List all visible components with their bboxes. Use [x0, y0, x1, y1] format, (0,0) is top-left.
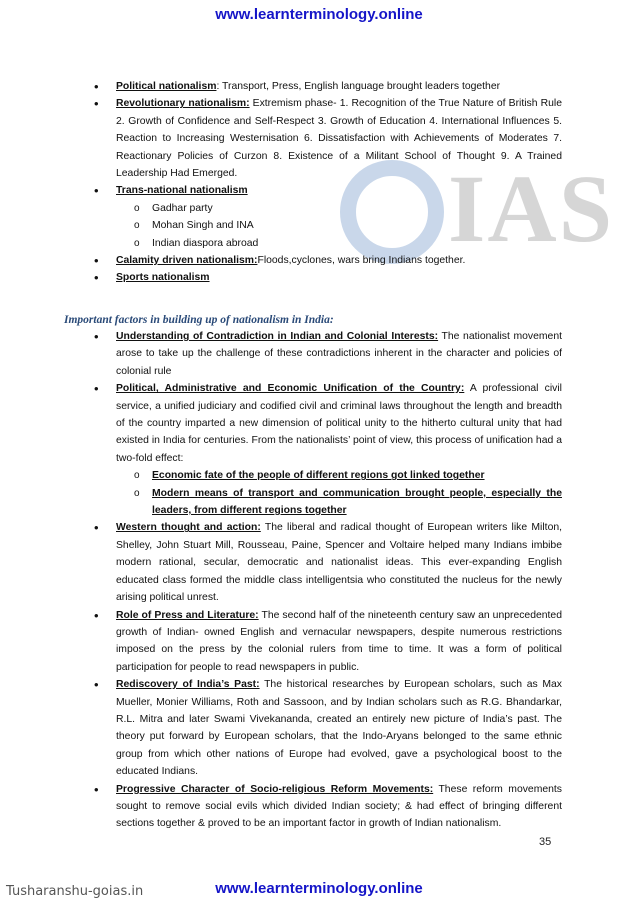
- item-label: Revolutionary nationalism:: [116, 98, 250, 110]
- item-label: Calamity driven nationalism:: [116, 255, 258, 267]
- sub-list-item: o Modern means of transport and communication brought people, especially the leaders, from different regions together: [152, 485, 562, 520]
- nationalism-types-list: [116, 78, 562, 287]
- list-item: • Political nationalism: Transport, Press, English language brought leaders together: [116, 78, 562, 95]
- sub-list-item: o Economic fate of the people of different regions got linked together: [152, 467, 562, 484]
- item-text: The historical researches by European scholars, such as Max Mueller, Monier Williams, Roth and Sassoon, and by Indian scholars such as R.G. Bhandarkar, R.L. Mitra and later Swami Vivekananda, created an entirely new picture of India’s past. The theory put forward by European scholars, that the Indo-Aryans belonged to the same ethnic group from which other nations of Europe had evolved, gave a psychological boost to the educated Indians.: [116, 679, 562, 778]
- item-text: The liberal and radical thought of European writers like Milton, Shelley, John Stuart Mill, Rousseau, Paine, Spencer and Voltaire helped many Indians imbibe modern rational, secular, democratic and nationalist ideas. This ever-expanding English educated class formed the middle class intelligentsia who constituted the nucleus for the newly arising political unrest.: [116, 522, 563, 604]
- list-item: [116, 95, 562, 182]
- section-heading: Important factors in building up of nationalism in India:: [64, 314, 334, 326]
- list-item: [116, 269, 562, 286]
- list-item: [116, 182, 562, 252]
- header-link[interactable]: www.learnterminology.online: [215, 6, 423, 23]
- nationalism-factors-list: [116, 328, 562, 833]
- item-label: Political, Administrative and Economic Unification of the Country:: [116, 383, 465, 395]
- item-label: Sports nationalism: [116, 272, 210, 284]
- item-label: Progressive Character of Socio-religious Reform Movements:: [116, 783, 434, 795]
- item-label: Rediscovery of India’s Past:: [116, 679, 260, 691]
- list-item: [116, 252, 562, 269]
- sub-list-item: o Indian diaspora abroad: [152, 235, 562, 252]
- list-item: [116, 519, 562, 606]
- item-text: A professional civil service, a unified judiciary and codified civil and criminal laws throughout the length and breadth of the country imparted a new dimension of political unity to the hitherto cultural unity that had existed in India for centuries. From the nationalists’ point of view, this process of unification had a two-fold effect:: [116, 383, 562, 464]
- item-label: Political nationalism: [116, 81, 217, 92]
- list-item: [116, 380, 562, 519]
- sub-list: [116, 200, 562, 252]
- list-item: [116, 607, 562, 677]
- item-text: The second half of the nineteenth century saw an unprecedented growth of Indian- owned English and vernacular newspapers, despite numerous restrictions imposed on the press by the colonial rulers from time to time. It was a form of political participation for people to read newspapers in public.: [116, 609, 562, 673]
- list-item: [116, 328, 562, 380]
- sub-list: [116, 467, 562, 519]
- item-text: Transport, Press, English language brought leaders together: [219, 81, 501, 92]
- watermark-text: IAS: [448, 155, 615, 262]
- list-item: [116, 781, 562, 833]
- item-text: These reform movements sought to remove social evils which divided Indian society; & had effect of bringing different sections together & proved to be an important factor in growth of Indian nationalism.: [116, 783, 562, 830]
- item-label: Trans-national nationalism: [116, 185, 248, 197]
- page-number: 35: [539, 836, 552, 848]
- sub-list-item: o Mohan Singh and INA: [152, 217, 562, 234]
- item-label: Understanding of Contradiction in Indian and Colonial Interests:: [116, 331, 439, 342]
- footer-link[interactable]: www.learnterminology.online: [215, 880, 423, 897]
- list-item: [116, 676, 562, 780]
- item-text: The nationalist movement arose to take up the challenge of these contradictions inherent in the character and policies of colonial rule: [116, 331, 562, 377]
- item-text: Floods,cyclones, wars bring Indians together.: [257, 255, 466, 267]
- item-text: Extremism phase- 1. Recognition of the True Nature of British Rule 2. Growth of Confidence and Self-Respect 3. Growth of Education 4. International Influences 5. Reaction to Increasing Westernisation 6. Dissatisfaction with Achievements of Moderates 7. Reactionary Policies of Curzon 8. Existence of a Militant School of Thought 9. A Trained Leadership Had Emerged.: [116, 98, 562, 180]
- item-label: Role of Press and Literature:: [116, 609, 259, 621]
- sub-list-item: o Gadhar party: [152, 200, 562, 217]
- footer-site-name: Tusharanshu-goias.in: [6, 884, 144, 899]
- item-label: Western thought and action:: [116, 522, 261, 534]
